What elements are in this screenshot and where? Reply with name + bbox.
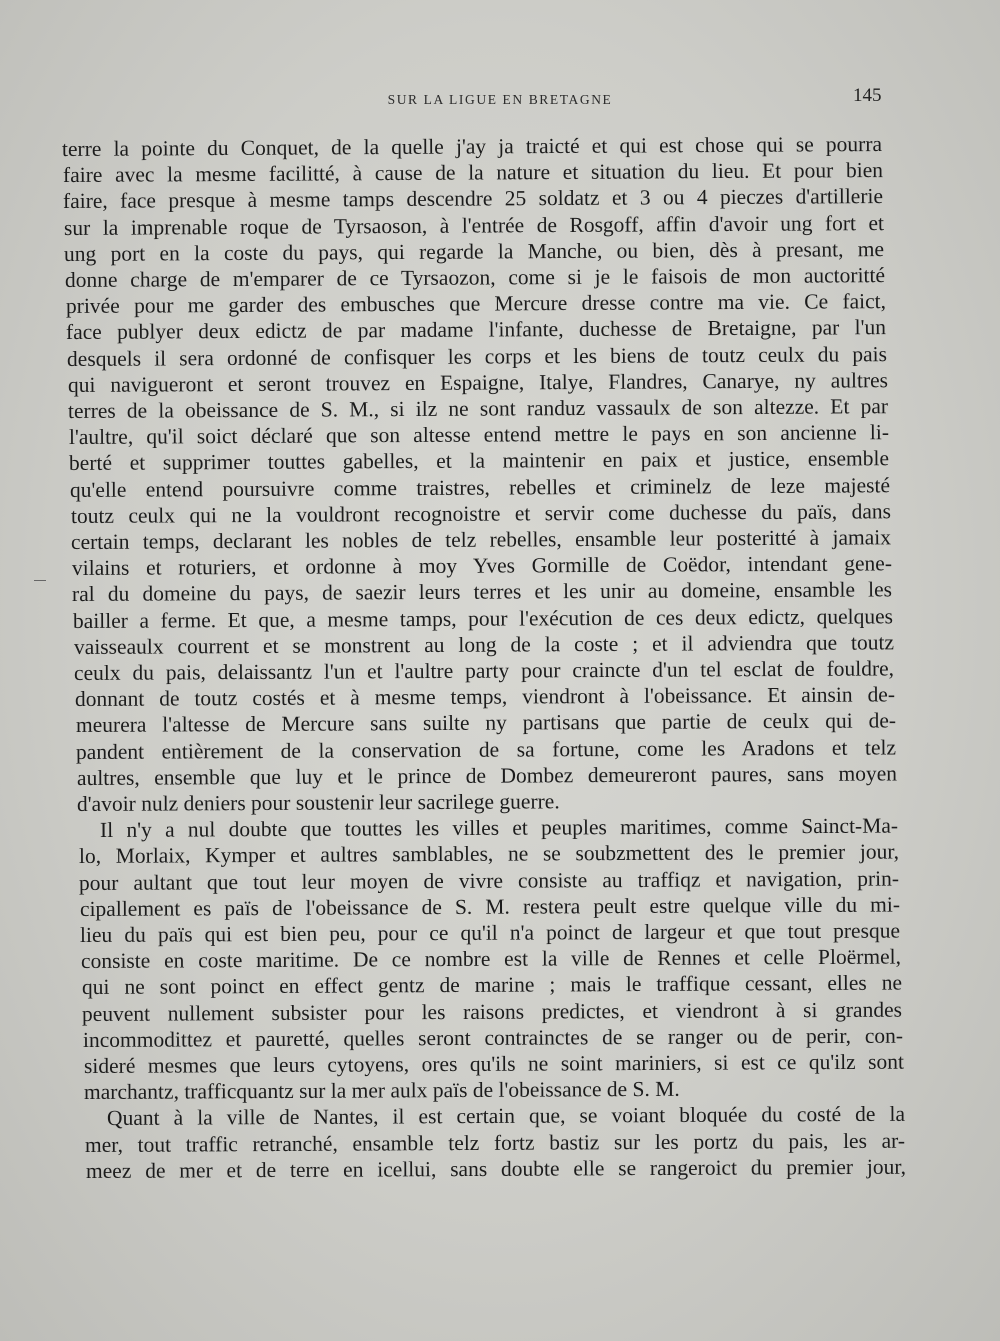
text-line: vaisseaulx courrent et se monstrent au long de la coste ; et il adviendra que toutz <box>73 630 894 659</box>
text-line: terre la pointe du Conquet, de la quelle j'ay ja traicté et qui est chose qui se pourra <box>61 131 883 161</box>
text-line: lo, Morlaix, Kymper et aultres samblables, ne se soubzmettent des le premier jour, <box>78 839 899 869</box>
text-line: pour aultant que tout leur moyen de vivre consiste au traffiqz et navigation, prin- <box>79 866 900 895</box>
text-line: sideré mesmes que leurs cytoyens, ores qu'ils ne soint mariniers, si est ce qu'ilz sont <box>83 1049 904 1078</box>
text-line: berté et supprimer touttes gabelles, et la maintenir en paix et justice, ensemble <box>69 446 890 476</box>
text-line: certain temps, declarant les nobles de telz rebelles, ensamble leur posteritté à jamaix <box>71 525 892 554</box>
text-line: privée pour me garder des embusches que Mercure dresse contre ma vie. Ce faict, <box>65 289 886 319</box>
text-line: bailler a ferme. Et que, a mesme tamps, pour l'exécution de ces deux edictz, quelques <box>72 603 894 633</box>
text-line: consiste en coste maritime. De ce nombre est la ville de Rennes et celle Ploërmel, <box>80 944 902 974</box>
running-title: SUR LA LIGUE EN BRETAGNE <box>387 92 613 107</box>
text-line: ral du domeine du pays, de saezir leurs terres et les unir au domeine, ensamble les <box>72 577 893 607</box>
text-line: qui ne sont poinct en effect gentz de marine ; mais le traffique cessant, elles ne <box>81 970 902 1000</box>
text-line: terres de la obeissance de S. M., si ilz ne sont randuz vassaulx de son altezze. Et par <box>68 394 889 423</box>
page-number: 145 <box>853 85 882 106</box>
text-line: lieu du païs qui est bien peu, pour ce qu'il n'a poinct de largeur et que tout presque <box>80 918 901 947</box>
text-line: mer, tout traffic retranché, ensamble telz fortz bastiz sur les portz du pais, les ar- <box>85 1128 906 1157</box>
text-line: ceulx du pais, delaissantz l'un et l'aultre party pour craincte d'un tel esclat de fouldre, <box>74 656 895 685</box>
text-line: meurera l'altesse de Mercure sans suilte ny partisans que partie de ceulx qui de- <box>75 708 896 738</box>
text-line: qu'elle entend poursuivre comme traistres, rebelles et criminelz de leze majesté <box>69 472 891 502</box>
text-line: Il n'y a nul doubte que touttes les villes et peuples maritimes, comme Sainct-Ma- <box>99 813 899 843</box>
text-line: Quant à la ville de Nantes, il est certain que, se voiant bloquée du costé de la <box>106 1102 905 1131</box>
text-line: meez de mer et de terre en icellui, sans doubte elle se rangeroict du premier jour, <box>85 1154 907 1183</box>
text-line: face publyer deux edictz de par madame l'infante, duchesse de Bretaigne, par l'un <box>66 315 887 345</box>
text-line: incommodittez et pauretté, quelles seront contrainctes de se ranger ou de perir, con- <box>82 1023 903 1052</box>
text-line: l'aultre, qu'il soict déclaré que son altesse entend mettre le pays en son ancienne li- <box>68 420 889 450</box>
text-line: toutz ceulx qui ne la vouldront recognoistre et servir come duchesse du païs, dans <box>70 499 891 528</box>
text-line: vilains et roturiers, et ordonne à moy Yves Gormille de Coëdor, intendant gene- <box>71 551 892 581</box>
text-line: d'avoir nulz deniers pour soustenir leur sacrilege guerre. <box>77 789 561 816</box>
text-line: qui navigueront et seront trouvez en Espaigne, Italye, Flandres, Canarye, ny aultres <box>67 367 888 397</box>
text-line: donnant de toutz costés et à mesme temps, viendront à l'obeissance. Et ainsin de- <box>74 682 895 712</box>
text-line: cipallement es païs de l'obeissance de S. M. restera peult estre quelque ville du mi- <box>79 892 900 921</box>
text-line: desquels il sera ordonné de confisquer les corps et les biens de toutz ceulx du pais <box>66 341 887 371</box>
text-line: ung port en la coste du pays, qui regarde la Manche, ou bien, dès à presant, me <box>64 236 885 266</box>
text-line: faire, face presque à mesme tamps descendre 25 soldatz et 3 ou 4 pieczes d'artillerie <box>63 184 884 214</box>
text-line: donne charge de m'emparer de ce Tyrsaozon, come si je le faisois de mon auctoritté <box>64 263 886 292</box>
text-line: faire avec la mesme facilitté, à cause de la nature et situation du lieu. Et pour bien <box>62 158 883 188</box>
text-line: pandent entièrement de la conservation de sa fortune, come les Aradons et telz <box>76 735 897 764</box>
text-line: peuvent nullement subsister pour les raisons predictes, et viendront à si grandes <box>82 997 903 1026</box>
text-line: aultres, ensemble que luy et le prince de Dombez demeureront paures, sans moyen <box>76 761 897 790</box>
text-line: sur la imprenable roque de Tyrsaoson, à l'entrée de Rosgoff, affin d'avoir ung fort et <box>63 210 884 240</box>
text-line: marchantz, trafficquantz sur la mer aulx païs de l'obeissance de S. M. <box>84 1077 680 1105</box>
